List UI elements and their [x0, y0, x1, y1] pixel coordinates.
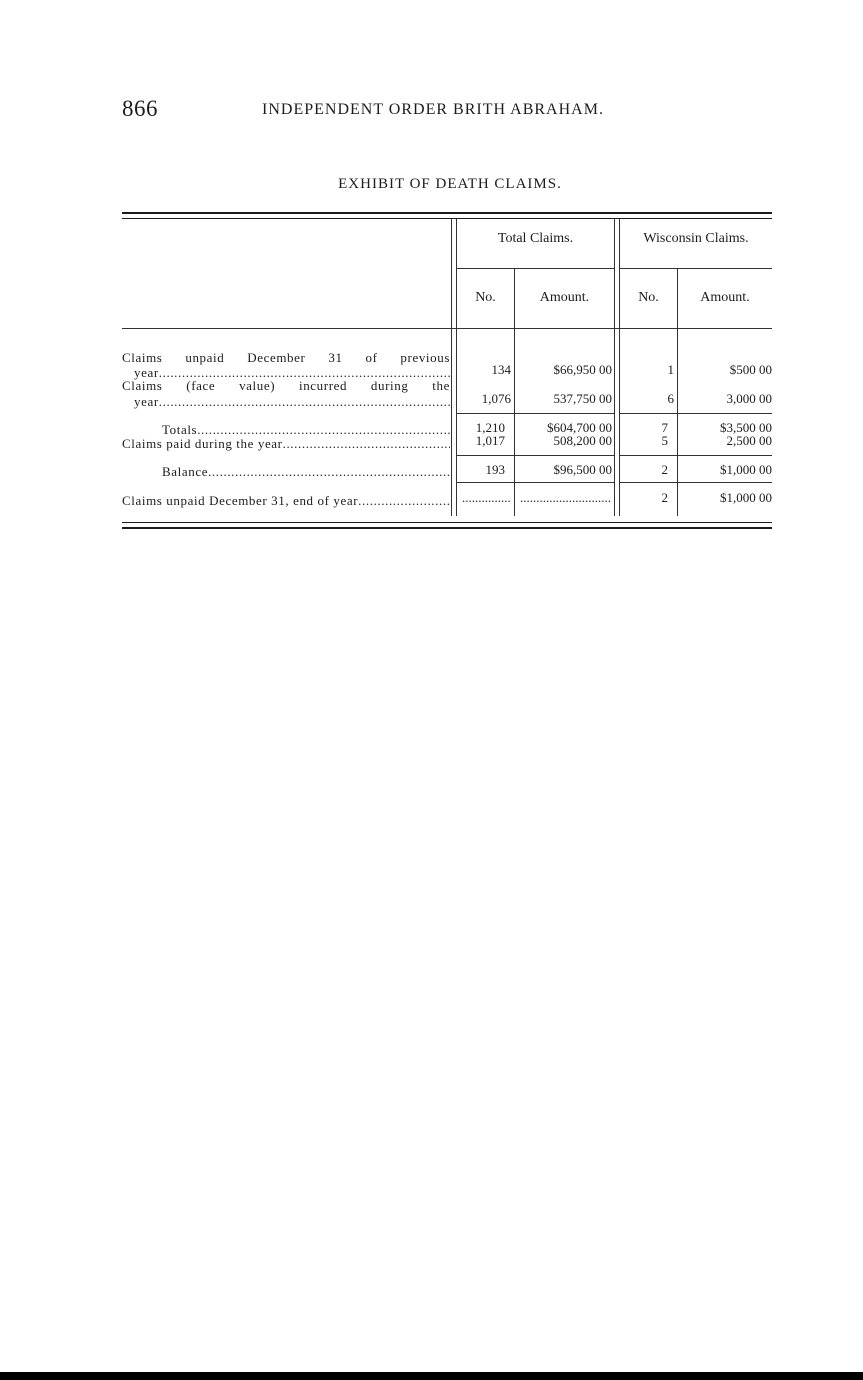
- table-top-rule: [122, 212, 772, 214]
- total-claims-header: Total Claims.: [497, 231, 574, 246]
- wisconsin-amount-cell: $3,500 00: [720, 420, 772, 435]
- group-header-rule: [457, 268, 614, 269]
- group-header-rule: [620, 268, 772, 269]
- row-label: Claims (face value) incurred during the: [122, 378, 450, 393]
- total-no-cell: 193: [485, 462, 505, 477]
- total-amount-cell: 537,750 00: [553, 391, 612, 406]
- row-label: [122, 436, 450, 452]
- wisconsin-no-cell: 2: [661, 462, 668, 477]
- sum-rule: [620, 413, 772, 414]
- row-label-text: Balance: [162, 464, 209, 479]
- sum-rule: [620, 482, 772, 483]
- wisconsin-no-cell: 5: [661, 433, 668, 448]
- wisconsin-amount-cell: $1,000 00: [720, 490, 772, 505]
- row-label-text: Claims unpaid December 31, end of year: [122, 493, 359, 508]
- exhibit-title: EXHIBIT OF DEATH CLAIMS.: [338, 176, 562, 192]
- sum-rule: [620, 455, 772, 456]
- table-bottom-rule-outer: [122, 527, 772, 529]
- wisconsin-no-header: No.: [638, 290, 659, 305]
- empty-leader-cell: [462, 490, 510, 506]
- row-label-text: year: [134, 365, 159, 380]
- table-bottom-rule: [122, 522, 772, 523]
- sum-rule: [457, 482, 614, 483]
- scan-border: [0, 1372, 863, 1380]
- wisconsin-no-cell: 7: [661, 420, 668, 435]
- total-no-header: No.: [475, 290, 496, 305]
- wisconsin-claims-header: Wisconsin Claims.: [643, 231, 749, 246]
- column-divider: [614, 219, 615, 516]
- header-bottom-rule: [122, 328, 772, 329]
- wisconsin-no-cell: 6: [667, 391, 674, 406]
- row-label-text: Claims paid during the year: [122, 436, 283, 451]
- wisconsin-no-cell: 2: [661, 490, 668, 505]
- wisconsin-amount-cell: 2,500 00: [726, 433, 772, 448]
- wisconsin-no-cell: 1: [667, 362, 674, 377]
- wisconsin-amount-cell: 3,000 00: [726, 391, 772, 406]
- total-amount-cell: $96,500 00: [553, 462, 612, 477]
- row-label-text: Totals: [162, 422, 198, 437]
- total-amount-cell: $66,950 00: [553, 362, 612, 377]
- row-label: Claims unpaid December 31 of previous: [122, 350, 450, 365]
- total-no-cell: 1,210: [475, 420, 505, 435]
- page-number: 866: [122, 96, 158, 121]
- sum-rule: [457, 413, 614, 414]
- row-label-text: year: [134, 394, 159, 409]
- total-no-cell: 1,017: [475, 433, 505, 448]
- table-top-rule-inner: [122, 218, 772, 219]
- total-amount-header: Amount.: [539, 290, 590, 305]
- running-head: INDEPENDENT ORDER BRITH ABRAHAM.: [262, 101, 604, 118]
- total-amount-cell: $604,700 00: [547, 420, 612, 435]
- row-label-continued: [122, 394, 450, 410]
- empty-leader-cell: [520, 490, 612, 506]
- wisconsin-amount-cell: $1,000 00: [720, 462, 772, 477]
- total-no-cell: 1,076: [481, 391, 511, 406]
- row-label: [122, 493, 450, 509]
- total-no-cell: 134: [491, 362, 511, 377]
- total-amount-cell: 508,200 00: [553, 433, 612, 448]
- wisconsin-amount-cell: $500 00: [729, 362, 772, 377]
- column-divider: [451, 219, 452, 516]
- row-label: [122, 464, 450, 480]
- sum-rule: [457, 455, 614, 456]
- wisconsin-amount-header: Amount.: [700, 290, 750, 305]
